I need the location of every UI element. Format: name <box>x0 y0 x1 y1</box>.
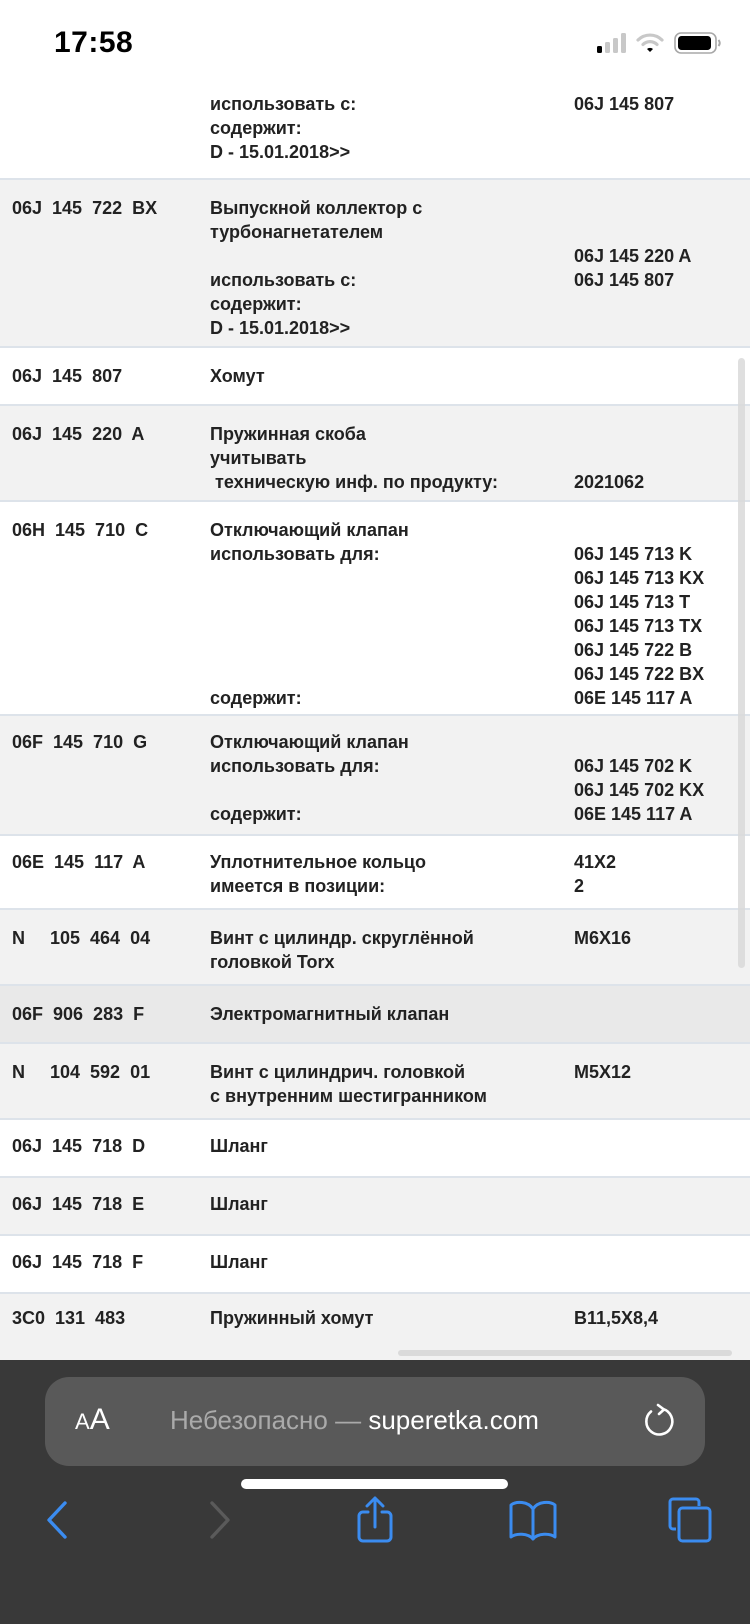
tabs-icon <box>667 1497 713 1543</box>
row-desc-line: Пружинная скоба <box>210 424 366 444</box>
battery-icon <box>674 32 722 54</box>
row-desc-line: Шланг <box>210 1194 268 1214</box>
row-value[interactable]: 06J 145 722 B <box>574 640 693 660</box>
table-row <box>0 1044 750 1120</box>
row-desc-line: имеется в позиции: <box>210 876 386 896</box>
row-desc-line: Винт с цилиндр. скруглённой <box>210 928 474 948</box>
part-number[interactable]: 06J 145 718 E <box>12 1194 145 1214</box>
address-bar[interactable] <box>45 1377 705 1466</box>
row-desc-line: содержит: <box>210 688 302 708</box>
part-number[interactable]: N 104 592 01 <box>12 1062 151 1082</box>
row-desc-line: использовать с: <box>210 270 357 290</box>
url-text[interactable] <box>170 1405 539 1436</box>
signal-icon <box>597 33 626 53</box>
table-row <box>0 350 750 406</box>
row-desc-line: турбонагнетателем <box>210 222 384 242</box>
row-desc-line: Отключающий клапан <box>210 520 409 540</box>
row-desc-line: головкой Torx <box>210 952 335 972</box>
row-desc-line: Шланг <box>210 1136 268 1156</box>
part-number[interactable]: N 105 464 04 <box>12 928 151 948</box>
row-value[interactable]: 06E 145 117 A <box>574 688 693 708</box>
row-desc-line: Электромагнитный клапан <box>210 1004 450 1024</box>
safari-toolbar <box>0 1490 750 1550</box>
parts-table <box>0 88 750 1360</box>
row-desc-line: Отключающий клапан <box>210 732 409 752</box>
row-value[interactable]: 2021062 <box>574 472 645 492</box>
table-row <box>0 88 750 180</box>
table-row <box>0 502 750 716</box>
url-security-label: Небезопасно — <box>170 1405 369 1435</box>
row-desc-line: Выпускной коллектор с <box>210 198 423 218</box>
row-desc-line: техническую инф. по продукту: <box>210 472 499 492</box>
row-value[interactable]: 06J 145 807 <box>574 94 675 114</box>
row-desc-line: D - 15.01.2018>> <box>210 142 351 162</box>
row-value[interactable]: 06J 145 807 <box>574 270 675 290</box>
part-number[interactable]: 06J 145 722 BX <box>12 198 158 218</box>
row-desc-line: учитывать <box>210 448 307 468</box>
table-row <box>0 716 750 836</box>
row-value[interactable]: 06J 145 713 KX <box>574 568 705 588</box>
table-row <box>0 986 750 1044</box>
wifi-icon <box>636 33 664 53</box>
table-row <box>0 1178 750 1236</box>
row-value[interactable]: 06J 145 713 TX <box>574 616 703 636</box>
bookmarks-button[interactable] <box>508 1490 558 1550</box>
row-desc-line: использовать для: <box>210 544 380 564</box>
text-size-button[interactable] <box>75 1403 110 1437</box>
part-number[interactable]: 06F 906 283 F <box>12 1004 145 1024</box>
chevron-left-icon <box>45 1500 69 1540</box>
part-number[interactable]: 06J 145 718 D <box>12 1136 146 1156</box>
part-number[interactable]: 06J 145 807 <box>12 366 123 386</box>
table-row <box>0 406 750 502</box>
row-value[interactable]: 41X2 <box>574 852 617 872</box>
row-desc-line: Уплотнительное кольцо <box>210 852 426 872</box>
table-row <box>0 1120 750 1178</box>
chevron-right-icon <box>208 1500 232 1540</box>
row-value[interactable]: 06J 145 702 KX <box>574 780 705 800</box>
row-desc-line: Пружинный хомут <box>210 1308 374 1328</box>
row-value[interactable]: M6X16 <box>574 928 632 948</box>
book-icon <box>508 1499 558 1541</box>
row-desc-line: Винт с цилиндрич. головкой <box>210 1062 466 1082</box>
row-desc-line: Шланг <box>210 1252 268 1272</box>
row-desc-line: содержит: <box>210 294 302 314</box>
part-number[interactable]: 3C0 131 483 <box>12 1308 126 1328</box>
share-icon <box>355 1495 395 1545</box>
home-indicator[interactable] <box>241 1479 508 1489</box>
row-desc-line: содержит: <box>210 804 302 824</box>
part-number[interactable]: 06J 145 220 A <box>12 424 145 444</box>
text-size-small-a: A <box>75 1409 90 1434</box>
table-row <box>0 910 750 986</box>
row-value[interactable]: 06J 145 220 A <box>574 246 692 266</box>
text-size-large-a: A <box>89 1403 110 1436</box>
safari-bottom-bar <box>0 1360 750 1624</box>
row-desc-line: Хомут <box>210 366 265 386</box>
vertical-scrollbar[interactable] <box>738 358 745 968</box>
table-row <box>0 1236 750 1294</box>
row-desc-line: использовать для: <box>210 756 380 776</box>
row-value[interactable]: 06J 145 713 T <box>574 592 691 612</box>
status-bar <box>0 0 750 88</box>
row-value[interactable]: 06J 145 702 K <box>574 756 693 776</box>
part-number[interactable]: 06H 145 710 C <box>12 520 149 540</box>
part-number[interactable]: 06F 145 710 G <box>12 732 148 752</box>
row-desc-line: использовать с: <box>210 94 357 114</box>
row-value[interactable]: 06J 145 713 K <box>574 544 693 564</box>
back-button[interactable] <box>32 1490 82 1550</box>
status-icons <box>597 32 722 54</box>
horizontal-scrollbar[interactable] <box>398 1350 732 1356</box>
share-button[interactable] <box>350 1490 400 1550</box>
status-time: 17:58 <box>54 26 134 59</box>
row-desc-line: с внутренним шестигранником <box>210 1086 487 1106</box>
table-row <box>0 180 750 348</box>
row-desc-line: D - 15.01.2018>> <box>210 318 351 338</box>
row-desc-line: содержит: <box>210 118 302 138</box>
row-value[interactable]: 06E 145 117 A <box>574 804 693 824</box>
table-row <box>0 836 750 910</box>
row-value[interactable]: M5X12 <box>574 1062 632 1082</box>
reload-icon[interactable] <box>641 1403 677 1439</box>
row-value[interactable]: 06J 145 722 BX <box>574 664 705 684</box>
forward-button[interactable] <box>195 1490 245 1550</box>
url-domain: superetka.com <box>368 1405 539 1435</box>
part-number[interactable]: 06J 145 718 F <box>12 1252 144 1272</box>
part-number[interactable]: 06E 145 117 A <box>12 852 146 872</box>
row-value[interactable]: 2 <box>574 876 585 896</box>
row-value[interactable]: B11,5X8,4 <box>574 1308 659 1328</box>
tabs-button[interactable] <box>665 1490 715 1550</box>
